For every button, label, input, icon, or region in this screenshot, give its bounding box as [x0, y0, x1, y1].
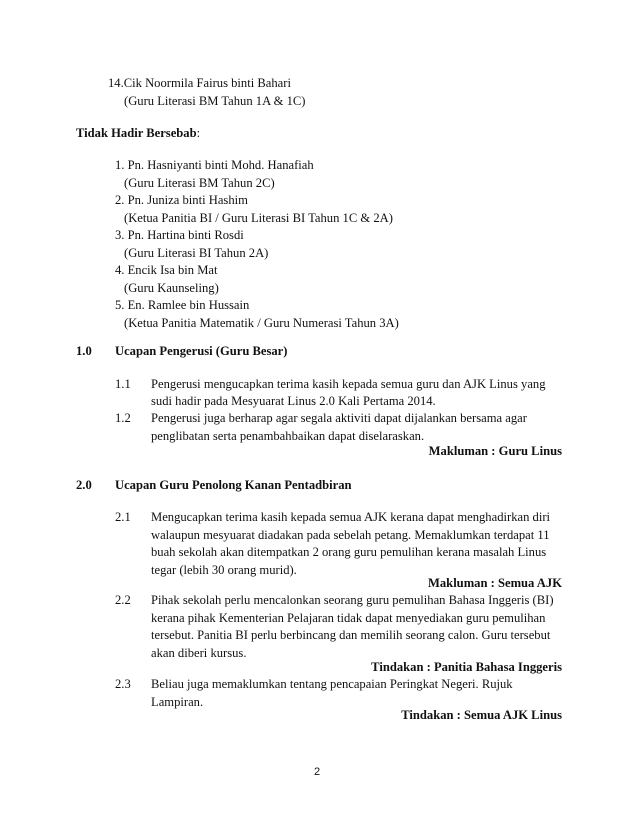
absent-heading — [76, 124, 200, 142]
section-2-number: 2.0 — [76, 478, 92, 492]
item-2-1-number: 2.1 — [115, 510, 131, 524]
item-2-1-line-4: tegar (lebih 30 orang murid). — [151, 563, 297, 577]
absent-item-1-role: (Guru Literasi BM Tahun 2C) — [124, 176, 275, 190]
item-2-1-line-3: buah sekolah akan ditempatkan 2 orang guru pemulihan kerana masalah Linus — [151, 545, 547, 559]
item-2-3-line-1: Beliau juga memaklumkan tentang pencapaian Peringkat Negeri. Rujuk — [151, 677, 513, 691]
page-number: 2 — [314, 766, 321, 778]
absent-item-5-role: (Ketua Panitia Matematik / Guru Numerasi Tahun 3A) — [124, 316, 399, 330]
absent-heading-colon: : — [196, 126, 201, 140]
item-1-1-number: 1.1 — [115, 377, 131, 391]
section-1-title: Ucapan Pengerusi (Guru Besar) — [115, 344, 288, 358]
absent-item-4-role: (Guru Kaunseling) — [124, 281, 219, 295]
item-1-1-line-1: Pengerusi mengucapkan terima kasih kepada semua guru dan AJK Linus yang — [151, 377, 546, 391]
absent-item-2-role: (Ketua Panitia BI / Guru Literasi BI Tahun 1C & 2A) — [124, 211, 393, 225]
absent-item-5-name: 5. En. Ramlee bin Hussain — [115, 298, 250, 312]
absent-item-1-name: 1. Pn. Hasniyanti binti Mohd. Hanafiah — [115, 158, 314, 172]
item-2-1-line-1: Mengucapkan terima kasih kepada semua AJK kerana dapat menghadirkan diri — [151, 510, 551, 524]
item-2-2-line-3: tersebut. Panitia BI perlu berbincang dan memilih seorang calon. Guru tersebut — [151, 628, 551, 642]
item-1-1-line-2: sudi hadir pada Mesyuarat Linus 2.0 Kali Pertama 2014. — [151, 394, 436, 408]
absent-item-3-role: (Guru Literasi BI Tahun 2A) — [124, 246, 269, 260]
item-2-1-line-2: walaupun mesyuarat diadakan pada sebelah petang. Memaklumkan terdapat 11 — [151, 528, 550, 542]
item-2-2-line-2: kerana pihak Kementerian Pelajaran tidak dapat menyediakan guru pemulihan — [151, 611, 546, 625]
absent-item-3-name: 3. Pn. Hartina binti Rosdi — [115, 228, 244, 242]
attendee-14-role: (Guru Literasi BM Tahun 1A & 1C) — [124, 94, 306, 108]
item-2-2-action: Tindakan : Panitia Bahasa Inggeris — [371, 660, 562, 674]
attendee-14-name: 14.Cik Noormila Fairus binti Bahari — [108, 76, 291, 90]
item-2-3-line-2: Lampiran. — [151, 695, 204, 709]
absent-heading-text: Tidak Hadir Bersebab — [76, 126, 197, 140]
item-2-1-action: Makluman : Semua AJK — [428, 576, 562, 590]
section-1-action: Makluman : Guru Linus — [428, 444, 562, 458]
item-1-2-line-2: penglibatan serta penambahbaikan dapat diselaraskan. — [151, 429, 425, 443]
item-2-3-action: Tindakan : Semua AJK Linus — [401, 708, 562, 722]
item-2-2-line-4: akan diberi kursus. — [151, 646, 247, 660]
item-2-2-number: 2.2 — [115, 593, 131, 607]
absent-item-2-name: 2. Pn. Juniza binti Hashim — [115, 193, 248, 207]
section-2-title: Ucapan Guru Penolong Kanan Pentadbiran — [115, 478, 352, 492]
item-2-2-line-1: Pihak sekolah perlu mencalonkan seorang guru pemulihan Bahasa Inggeris (BI) — [151, 593, 554, 607]
item-2-3-number: 2.3 — [115, 677, 131, 691]
item-1-2-line-1: Pengerusi juga berharap agar segala aktiviti dapat dijalankan bersama agar — [151, 411, 527, 425]
item-1-2-number: 1.2 — [115, 411, 131, 425]
absent-item-4-name: 4. Encik Isa bin Mat — [115, 263, 218, 277]
section-1-number: 1.0 — [76, 344, 92, 358]
